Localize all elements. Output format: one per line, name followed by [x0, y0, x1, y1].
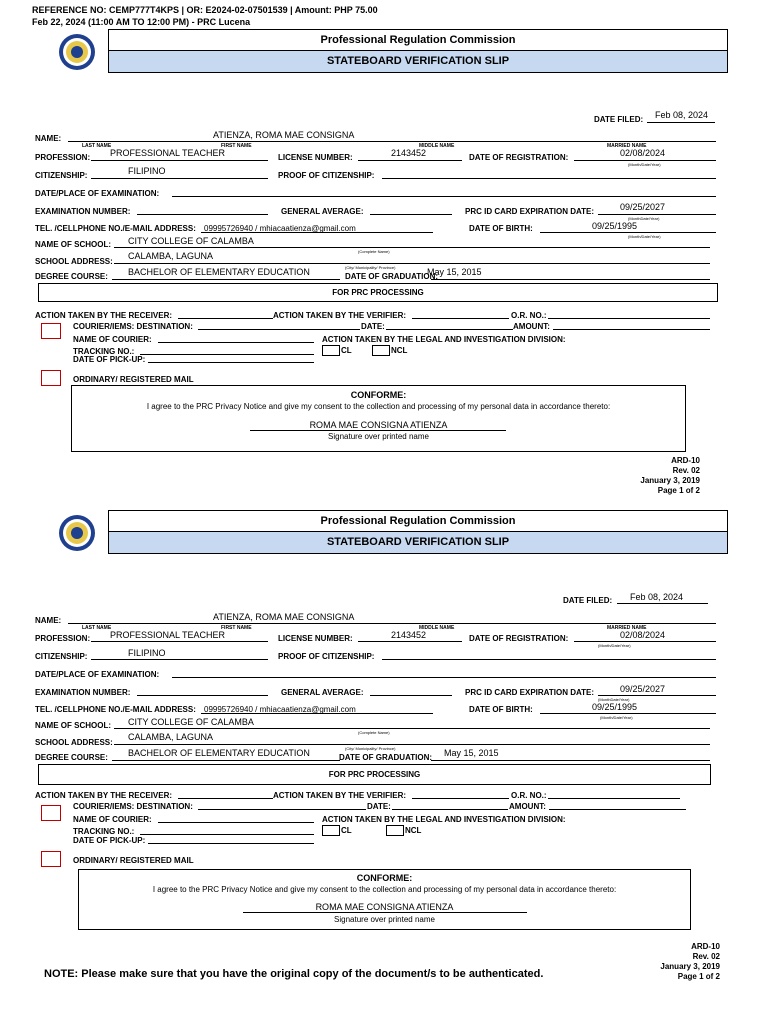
- contact-value: 09995726940 / mhiacaatienza@gmail.com: [204, 705, 356, 714]
- profession-label: PROFESSION:: [35, 153, 91, 162]
- registration-date-value: 02/08/2024: [620, 630, 666, 640]
- authentication-note: NOTE: Please make sure that you have the original copy of the document/s to be authenticated.: [44, 968, 544, 980]
- degree-course-value: BACHELOR OF ELEMENTARY EDUCATION: [128, 267, 310, 277]
- ordinary-mail-checkbox[interactable]: [41, 370, 61, 386]
- date-of-birth-value: 09/25/1995: [592, 221, 638, 231]
- form-footer: ARD-10 Rev. 02 January 3, 2019 Page 1 of 2: [660, 942, 720, 981]
- profession-value: PROFESSIONAL TEACHER: [110, 148, 226, 158]
- date-of-birth-value: 09/25/1995: [592, 702, 638, 712]
- school-value: CITY COLLEGE OF CALAMBA: [128, 236, 254, 246]
- reference-line: REFERENCE NO: CEMP777T4KPS | OR: E2024-02-07501539 | Amount: PHP 75.00: [32, 5, 378, 15]
- cl-checkbox[interactable]: [322, 345, 340, 356]
- header-box: [108, 510, 728, 554]
- profession-value: PROFESSIONAL TEACHER: [110, 630, 226, 640]
- contact-value: 09995726940 / mhiacaatienza@gmail.com: [204, 224, 356, 233]
- license-number-value: 2143452: [391, 630, 427, 640]
- prc-processing-box: FOR PRC PROCESSING: [38, 764, 711, 785]
- school-address-value: CALAMBA, LAGUNA: [128, 732, 214, 742]
- registration-date-value: 02/08/2024: [620, 148, 666, 158]
- org-name: Professional Regulation Commission: [320, 515, 516, 527]
- prc-seal-icon: [55, 33, 99, 71]
- header-box: [108, 29, 728, 73]
- graduation-date-value: May 15, 2015: [427, 267, 482, 277]
- school-value: CITY COLLEGE OF CALAMBA: [128, 717, 254, 727]
- school-address-value: CALAMBA, LAGUNA: [128, 251, 214, 261]
- citizenship-value: FILIPINO: [128, 166, 166, 176]
- graduation-date-value: May 15, 2015: [444, 748, 499, 758]
- ncl-checkbox[interactable]: [386, 825, 404, 836]
- conforme-box: CONFORME: I agree to the PRC Privacy Notice and give my consent to the collection and processing of my personal data in accordance thereto: ROMA MAE CONSIGNA ATIENZA Signature over printed name: [71, 385, 686, 452]
- date-filed-value: Feb 08, 2024: [655, 110, 709, 120]
- conforme-signatory: ROMA MAE CONSIGNA ATIENZA: [309, 420, 448, 430]
- ncl-checkbox[interactable]: [372, 345, 390, 356]
- form-title: STATEBOARD VERIFICATION SLIP: [109, 50, 727, 72]
- name-value: ATIENZA, ROMA MAE CONSIGNA: [213, 130, 355, 140]
- name-value: ATIENZA, ROMA MAE CONSIGNA: [213, 612, 355, 622]
- form-footer: ARD-10 Rev. 02 January 3, 2019 Page 1 of 2: [640, 456, 700, 495]
- ordinary-mail-checkbox[interactable]: [41, 851, 61, 867]
- license-number-value: 2143452: [391, 148, 427, 158]
- name-label: NAME:: [35, 134, 62, 143]
- citizenship-value: FILIPINO: [128, 648, 166, 658]
- date-filed-value: Feb 08, 2024: [630, 592, 684, 602]
- courier-checkbox[interactable]: [41, 323, 61, 339]
- conforme-box: CONFORME: I agree to the PRC Privacy Notice and give my consent to the collection and processing of my personal data in accordance thereto: ROMA MAE CONSIGNA ATIENZA Signature over printed name: [78, 869, 691, 930]
- date-filed-label: DATE FILED:: [594, 115, 644, 124]
- schedule-line: Feb 22, 2024 (11:00 AM TO 12:00 PM) - PRC Lucena: [32, 17, 251, 27]
- prc-id-expiration-value: 09/25/2027: [620, 684, 666, 694]
- form-title: STATEBOARD VERIFICATION SLIP: [109, 531, 727, 553]
- degree-course-value: BACHELOR OF ELEMENTARY EDUCATION: [128, 748, 310, 758]
- cl-checkbox[interactable]: [322, 825, 340, 836]
- courier-checkbox[interactable]: [41, 805, 61, 821]
- prc-seal-icon: [55, 514, 99, 552]
- conforme-signatory: ROMA MAE CONSIGNA ATIENZA: [315, 902, 454, 912]
- org-name: Professional Regulation Commission: [320, 34, 516, 46]
- prc-id-expiration-value: 09/25/2027: [620, 202, 666, 212]
- prc-processing-box: FOR PRC PROCESSING: [38, 283, 718, 302]
